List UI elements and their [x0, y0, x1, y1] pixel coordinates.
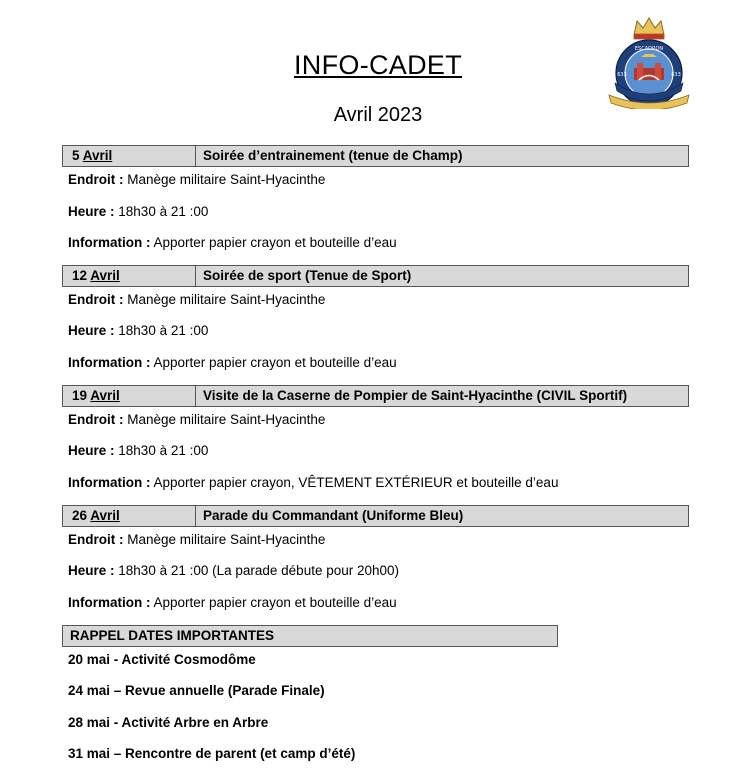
event-date-2: 12 Avril: [63, 266, 196, 286]
rappel-item-1: 20 mai - Activité Cosmodôme: [68, 652, 256, 667]
svg-text:633: 633: [617, 72, 627, 78]
event-title-2: Soirée de sport (Tenue de Sport): [203, 268, 412, 283]
event-header-1: [62, 145, 689, 167]
page-title: INFO-CADET: [294, 50, 462, 80]
event-info-3: Information : Apporter papier crayon, VÊTEMENT EXTÉRIEUR et bouteille d’eau: [68, 475, 559, 490]
event-location-1: Endroit : Manège militaire Saint-Hyacinthe: [68, 172, 326, 187]
event-time-4: Heure : 18h30 à 21 :00 (La parade débute pour 20h00): [68, 563, 400, 578]
event-title-3: Visite de la Caserne de Pompier de Saint-Hyacinthe (CIVIL Sportif): [203, 388, 628, 403]
event-location-3: Endroit : Manège militaire Saint-Hyacinthe: [68, 412, 326, 427]
event-date-1: 5 Avril: [63, 146, 196, 166]
event-info-1: Information : Apporter papier crayon et bouteille d’eau: [68, 235, 397, 250]
event-header-4: [62, 505, 689, 527]
event-date-4: 26 Avril: [63, 506, 196, 526]
svg-text:ESCADRON: ESCADRON: [634, 46, 664, 52]
event-title-4: Parade du Commandant (Uniforme Bleu): [203, 508, 464, 523]
event-info-2: Information : Apporter papier crayon et bouteille d’eau: [68, 355, 397, 370]
event-location-4: Endroit : Manège militaire Saint-Hyacinthe: [68, 532, 326, 547]
event-date-3: 19 Avril: [63, 386, 196, 406]
page-subtitle: Avril 2023: [333, 104, 423, 126]
rappel-item-4: 31 mai – Rencontre de parent (et camp d’été): [68, 746, 356, 761]
event-location-2: Endroit : Manège militaire Saint-Hyacinthe: [68, 292, 326, 307]
svg-text:633: 633: [671, 72, 681, 78]
rappel-item-3: 28 mai - Activité Arbre en Arbre: [68, 715, 269, 730]
event-time-3: Heure : 18h30 à 21 :00: [68, 443, 209, 458]
rappel-item-2: 24 mai – Revue annuelle (Parade Finale): [68, 683, 325, 698]
event-time-1: Heure : 18h30 à 21 :00: [68, 204, 209, 219]
event-info-4: Information : Apporter papier crayon et bouteille d’eau: [68, 595, 397, 610]
event-title-1: Soirée d’entrainement (tenue de Champ): [203, 148, 463, 163]
event-header-3: [62, 385, 689, 407]
rappel-header: RAPPEL DATES IMPORTANTES: [62, 625, 558, 647]
squadron-crest-logo: [601, 13, 697, 109]
event-time-2: Heure : 18h30 à 21 :00: [68, 323, 209, 338]
event-header-2: [62, 265, 689, 287]
